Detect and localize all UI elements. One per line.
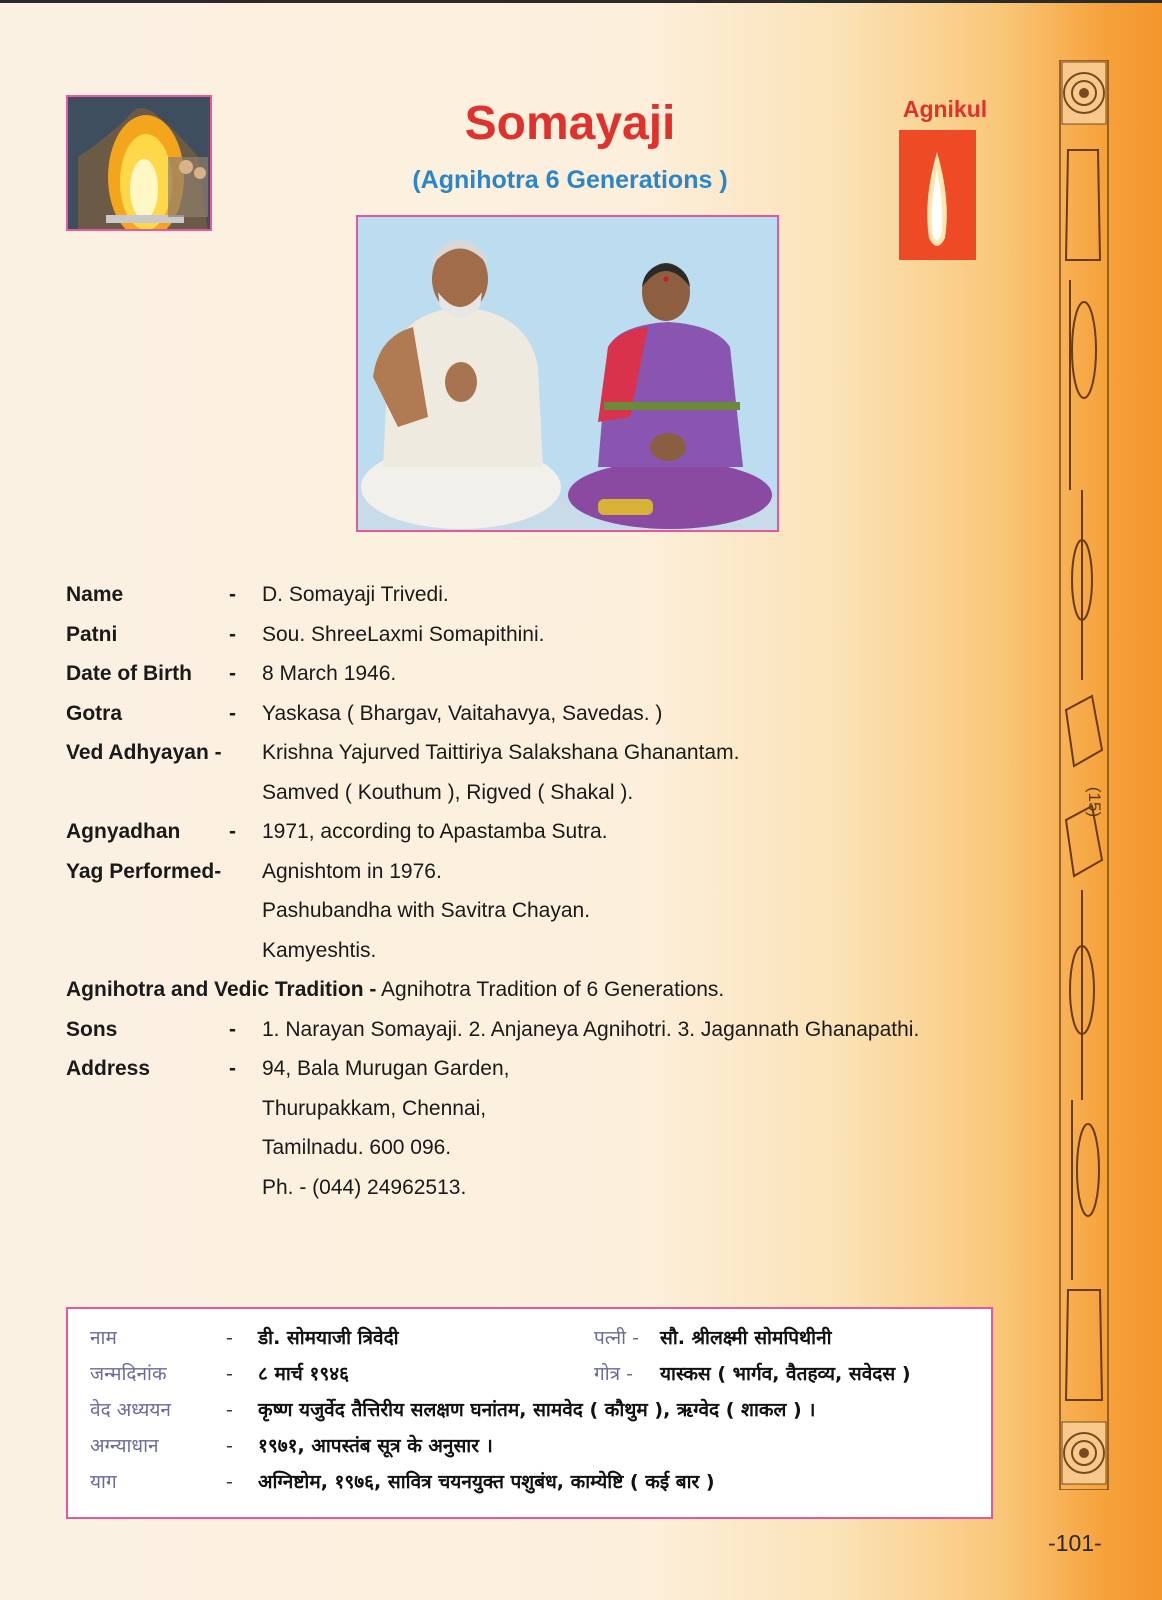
hindi-summary-box — [66, 1307, 993, 1519]
detail-row-tradition — [66, 975, 1026, 1015]
flame-icon — [899, 130, 976, 260]
detail-value: Thurupakkam, Chennai, — [262, 1096, 487, 1120]
detail-row-ved-adhyayan-cont — [66, 778, 1026, 818]
detail-value: Kamyeshtis. — [262, 938, 377, 962]
detail-value: 1. Narayan Somayaji. 2. Anjaneya Agnihotri. 3. Jagannath Ghanapathi. — [262, 1017, 920, 1041]
hindi-label: याग — [90, 1471, 117, 1493]
detail-row-dob — [66, 659, 1026, 699]
detail-value: Sou. ShreeLaxmi Somapithini. — [262, 622, 545, 646]
detail-label: Address — [66, 1057, 151, 1080]
detail-value: Yaskasa ( Bhargav, Vaitahavya, Savedas. ) — [262, 701, 663, 725]
details-list — [66, 580, 1026, 1212]
detail-label: Gotra — [66, 701, 123, 725]
page-number: -101- — [1048, 1530, 1102, 1556]
hindi-separator: - — [226, 1471, 233, 1493]
detail-value: D. Somayaji Trivedi. — [262, 583, 449, 606]
hindi-value: डी. सोमयाजी त्रिवेदी — [258, 1327, 399, 1349]
detail-value: 8 March 1946. — [262, 662, 397, 685]
hindi-separator: - — [226, 1435, 233, 1457]
detail-value: Agnihotra Tradition of 6 Generations. — [381, 978, 725, 1001]
detail-label: Yag Performed- — [66, 859, 222, 883]
detail-value: Pashubandha with Savitra Chayan. — [262, 899, 591, 922]
detail-row-name — [66, 580, 1026, 620]
detail-value: Agnishtom in 1976. — [262, 859, 442, 883]
detail-label: Name — [66, 583, 124, 606]
detail-row-yag-cont-2 — [66, 936, 1026, 976]
detail-label: Sons — [66, 1017, 118, 1041]
hindi-separator: - — [226, 1327, 233, 1349]
agnikul-badge-label: Agnikul — [902, 96, 988, 122]
detail-label: Agnyadhan — [66, 820, 181, 843]
hindi-value-2: यास्कस ( भार्गव, वैतहव्य, सवेदस ) — [660, 1363, 911, 1385]
detail-separator: - — [229, 1017, 236, 1041]
hindi-separator: - — [226, 1363, 233, 1385]
hindi-row-name — [68, 1323, 993, 1353]
detail-separator: - — [229, 622, 236, 646]
detail-row-address-cont-1 — [66, 1094, 1026, 1134]
detail-value: Samved ( Kouthum ), Rigved ( Shakal ). — [262, 780, 634, 804]
detail-row-yag-performed — [66, 857, 1026, 897]
hindi-row-agnyadhan — [68, 1431, 993, 1461]
detail-value: Ph. - (044) 24962513. — [262, 1175, 467, 1199]
hindi-label: वेद अध्ययन — [90, 1399, 171, 1421]
detail-row-gotra — [66, 699, 1026, 739]
top-edge-line — [0, 0, 1162, 3]
detail-row-ved-adhyayan — [66, 738, 1026, 778]
hindi-label: नाम — [90, 1327, 117, 1349]
detail-row-phone — [66, 1173, 1026, 1213]
hindi-value: ८ मार्च १९४६ — [258, 1363, 349, 1385]
hindi-value: १९७१, आपस्तंब सूत्र के अनुसार । — [258, 1435, 493, 1457]
page-title: Somayaji — [464, 97, 676, 150]
detail-row-address — [66, 1054, 1026, 1094]
hindi-label: अग्न्याधान — [90, 1435, 159, 1457]
detail-row-yag-cont-1 — [66, 896, 1026, 936]
detail-label: Ved Adhyayan - — [66, 741, 222, 764]
detail-value: 94, Bala Murugan Garden, — [262, 1057, 510, 1080]
fire-ritual-photo — [66, 95, 212, 231]
page-subtitle: (Agnihotra 6 Generations ) — [412, 166, 728, 194]
hindi-value-2: सौ. श्रीलक्ष्मी सोमपिथीनी — [660, 1327, 832, 1349]
detail-combo — [66, 975, 724, 1005]
hindi-label-2: पत्नी - — [594, 1327, 639, 1349]
detail-label: Patni — [66, 622, 118, 646]
couple-seated-photo — [356, 215, 779, 532]
ritual-implements-strip — [1058, 60, 1110, 1490]
hindi-value: अग्निष्टोम, १९७६, सावित्र चयनयुक्त पशुबंध, काम्येष्टि ( कई बार ) — [258, 1471, 715, 1493]
hindi-label: जन्मदिनांक — [90, 1363, 167, 1385]
hindi-value: कृष्ण यजुर्वेद तैत्तिरीय सलक्षण घनांतम, सामवेद ( कौथुम ), ऋग्वेद ( शाकल ) । — [258, 1399, 816, 1421]
detail-value: 1971, according to Apastamba Sutra. — [262, 820, 608, 843]
detail-value: Krishna Yajurved Taittiriya Salakshana Ghanantam. — [262, 741, 740, 764]
detail-label: Agnihotra and Vedic Tradition - — [66, 978, 377, 1001]
detail-separator: - — [229, 701, 236, 725]
agnikul-badge — [899, 130, 976, 260]
detail-row-patni — [66, 620, 1026, 660]
hindi-separator: - — [226, 1399, 233, 1421]
detail-separator: - — [229, 820, 236, 843]
detail-row-agnyadhan — [66, 817, 1026, 857]
detail-row-sons — [66, 1015, 1026, 1055]
detail-separator: - — [229, 583, 236, 606]
detail-row-address-cont-2 — [66, 1133, 1026, 1173]
hindi-label-2: गोत्र - — [594, 1363, 634, 1385]
hindi-row-ved — [68, 1395, 993, 1425]
detail-value: Tamilnadu. 600 096. — [262, 1136, 452, 1159]
detail-label: Date of Birth — [66, 662, 192, 685]
hindi-row-dob — [68, 1359, 993, 1389]
strip-label: (15) — [1085, 786, 1104, 818]
detail-separator: - — [229, 662, 236, 685]
detail-separator: - — [229, 1057, 236, 1080]
hindi-row-yag — [68, 1467, 993, 1497]
